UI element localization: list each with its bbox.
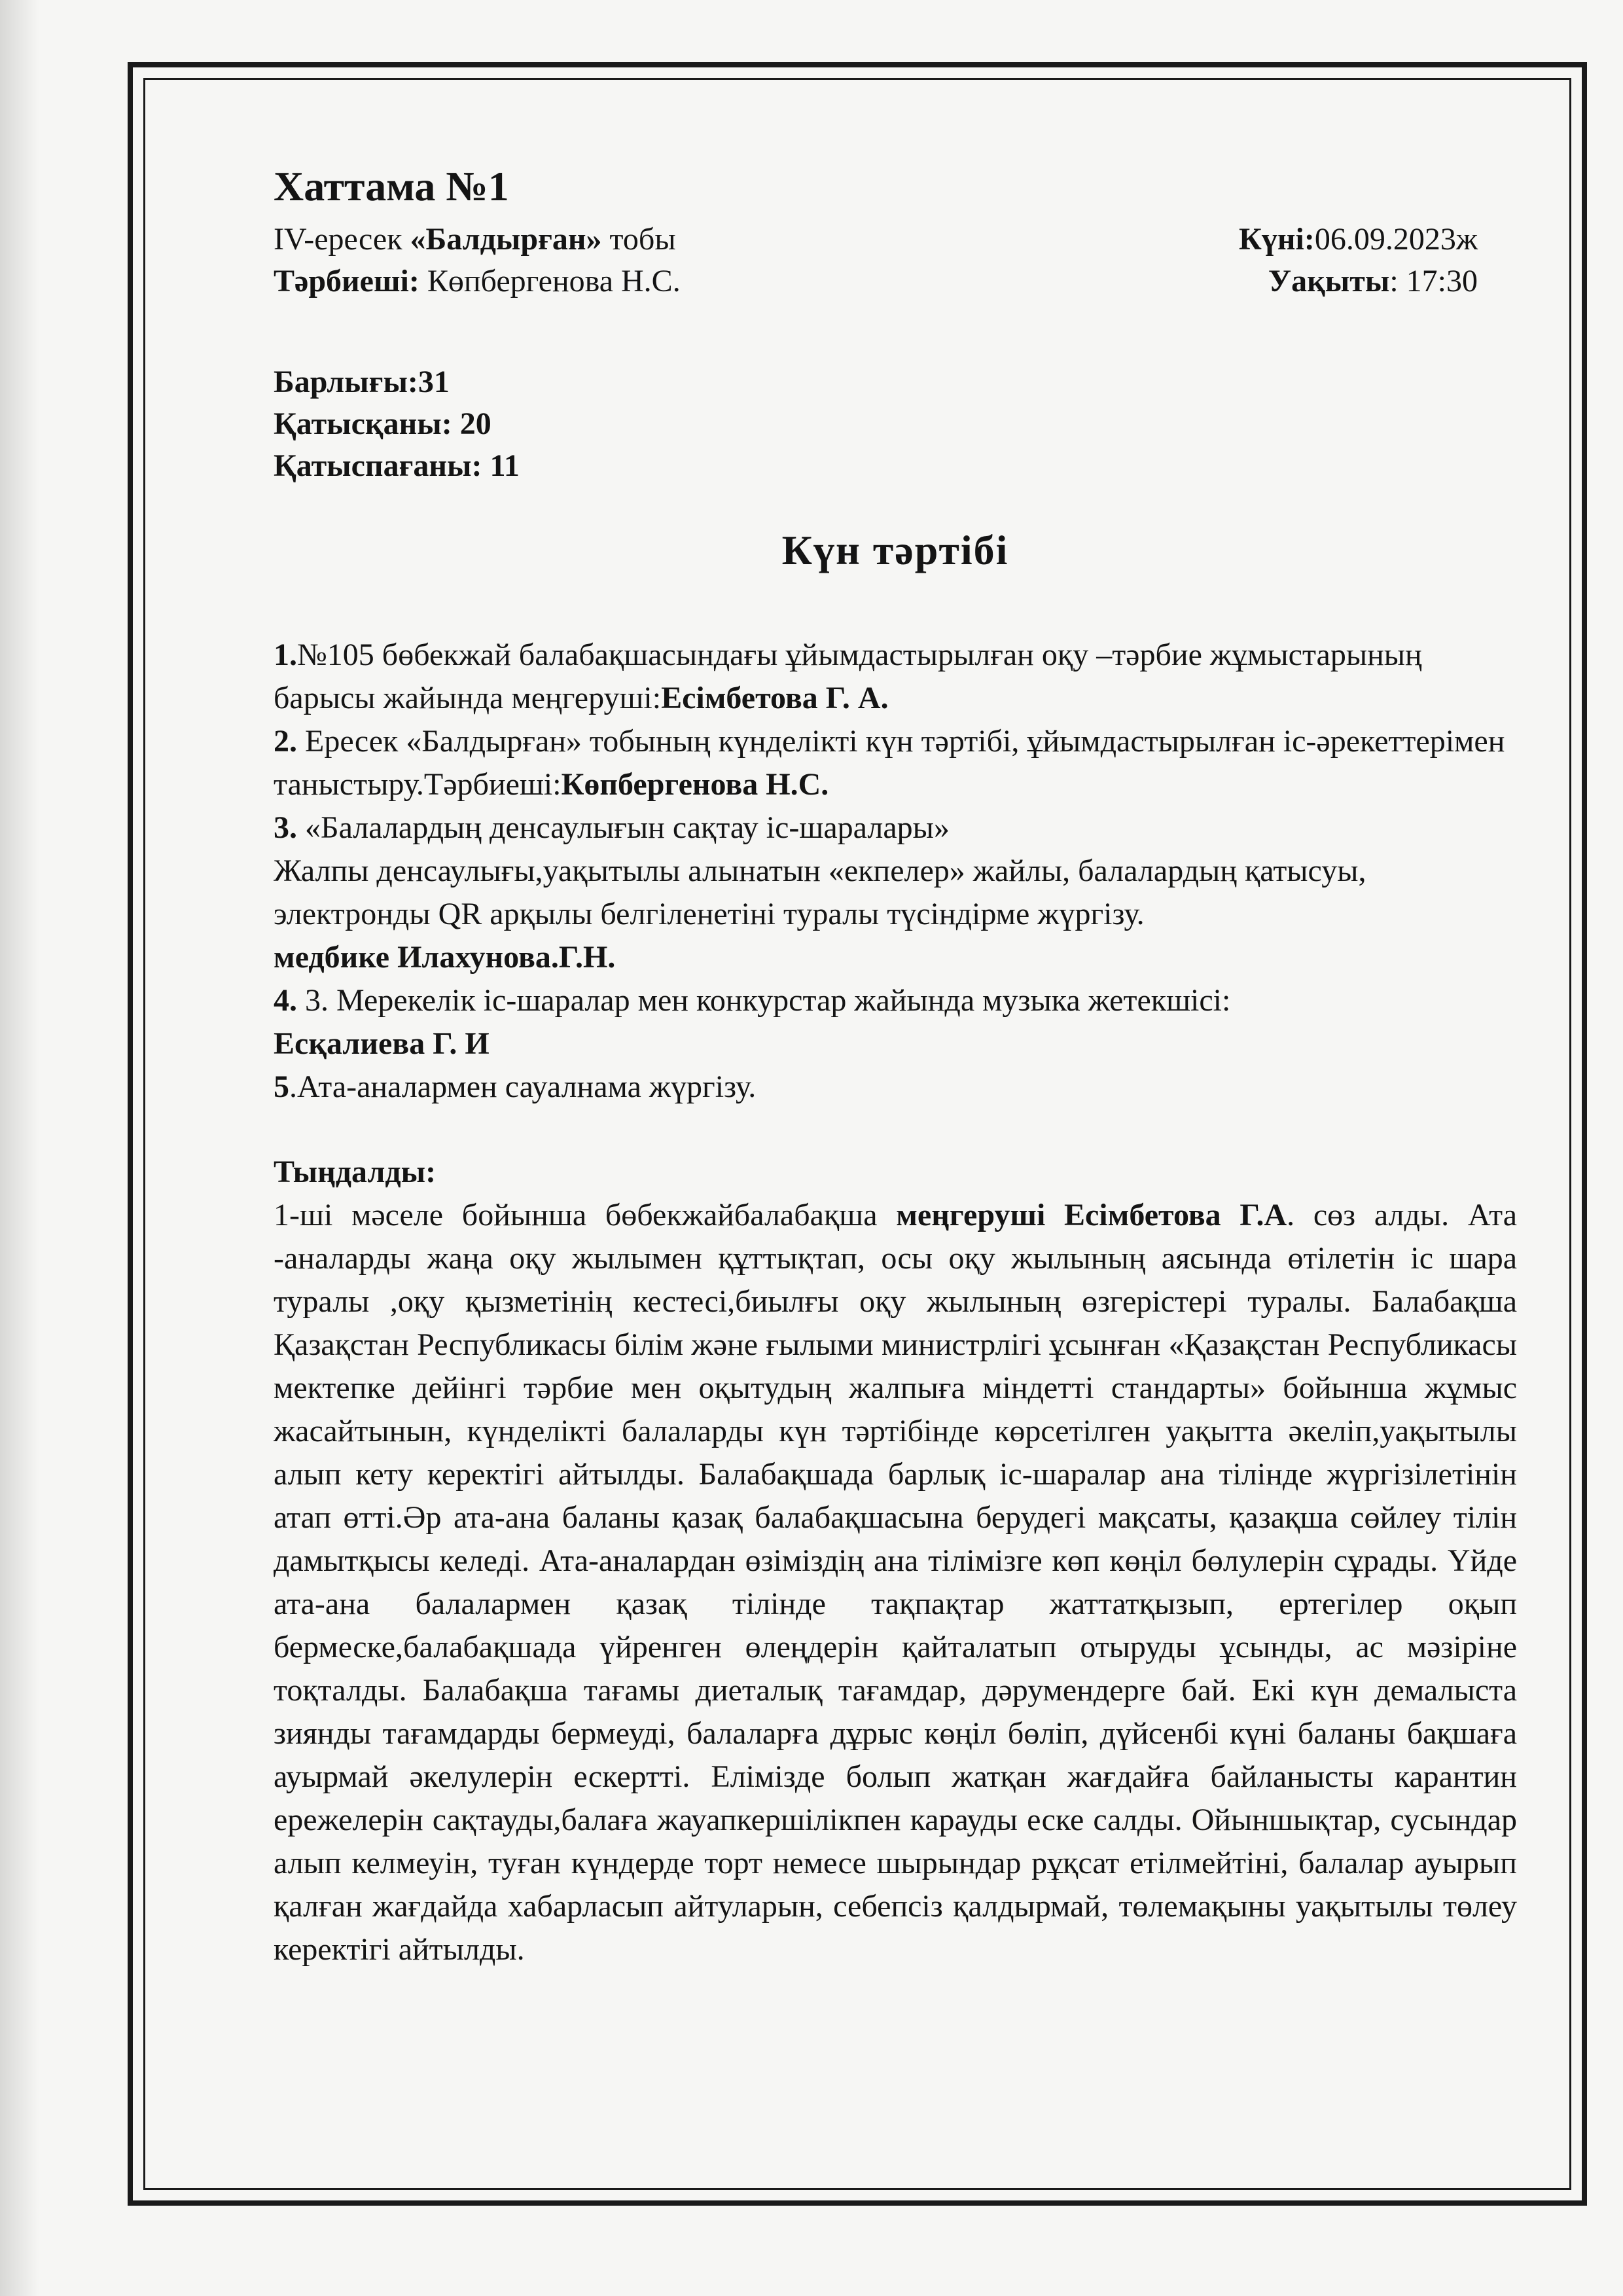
time-info — [1268, 260, 1478, 302]
agenda-item-person-line — [274, 1022, 1517, 1066]
agenda-item-person-line — [274, 936, 1517, 979]
agenda-item-person: Көпбергенова Н.С. — [561, 767, 829, 802]
agenda-item-person: Есқалиева Г. И — [274, 1026, 490, 1062]
time-value: : 17:30 — [1389, 264, 1478, 299]
group-suffix: тобы — [601, 222, 676, 257]
agenda-title: Күн тәртібі — [781, 527, 1009, 574]
agenda-item — [274, 806, 1517, 850]
group-info — [274, 219, 676, 260]
agenda-item-text: №105 бөбекжай балабақшасындағы ұйымдастырылған оқу –тәрбие жұмыстарының барысы жайында меңгеруші: — [274, 637, 1422, 716]
agenda-item-person: Есімбетова Г. А. — [661, 681, 889, 716]
teacher-info — [274, 260, 681, 302]
agenda-item-number: 1. — [274, 637, 297, 673]
protocol-title: Хаттама №1 — [274, 163, 509, 209]
agenda-item — [274, 979, 1517, 1022]
group-prefix: IV-ересек — [274, 222, 410, 257]
agenda-item-text: .Ата-аналармен сауалнама жүргізу. — [289, 1069, 757, 1105]
agenda-item-number: 2. — [274, 724, 297, 759]
agenda-item-text: Жалпы денсаулығы,уақытылы алынатын «екпелер» жайлы, балалардың қатысуы, электронды QR арқылы белгіленетіні туралы түсіндірме жүргізу. — [274, 853, 1366, 932]
heard-intro: 1-ші мәселе бойынша бөбекжайбалабақша — [274, 1198, 897, 1233]
agenda-item-person: медбике Илахунова.Г.Н. — [274, 940, 616, 975]
agenda-item-number: 4. — [274, 983, 297, 1018]
agenda-list — [274, 634, 1517, 1109]
time-label: Уақыты — [1268, 264, 1390, 299]
teacher-name: Көпбергенова Н.С. — [419, 264, 681, 299]
date-label: Күні: — [1239, 222, 1315, 257]
total-count: Барлығы:31 — [274, 365, 450, 400]
present-count: Қатысқаны: 20 — [274, 406, 491, 442]
agenda-item-detail — [274, 850, 1517, 936]
agenda-item-number: 3. — [274, 810, 297, 846]
attendance-counts — [274, 361, 1517, 487]
agenda-item-text: Ересек «Балдырған» тобының күнделікті күн тәртібі, ұйымдастырылған іс-әрекеттерімен таныстыру.Тәрбиеші: — [274, 724, 1505, 802]
agenda-item — [274, 634, 1517, 720]
agenda-item-text: 3. Мерекелік іс-шаралар мен конкурстар жайында музыка жетекшісі: — [297, 983, 1231, 1018]
date-info — [1239, 219, 1478, 260]
document-body — [274, 164, 1517, 1971]
header-row-1 — [274, 219, 1517, 260]
heard-title: Тыңдалды: — [274, 1155, 437, 1190]
scan-shadow — [0, 0, 39, 2296]
agenda-item-number: 5 — [274, 1069, 289, 1105]
absent-count: Қатыспағаны: 11 — [274, 448, 520, 484]
header-row-2 — [274, 260, 1517, 302]
agenda-item — [274, 1066, 1517, 1109]
heard-speaker: меңгеруші Есімбетова Г.А — [896, 1198, 1287, 1233]
heard-body: . сөз алды. Ата -аналарды жаңа оқу жылымен құттықтап, осы оқу жылының аясында өтілетін іс шара туралы ,оқу қызметінің кестесі,биылғы оқу жылының өзгерістері туралы. Балабақша Қазақстан Республикасы білім және ғылыми министрлігі ұсынған «Қазақстан Республикасы мектепке дейінгі тәрбие мен оқытудың жалпыға міндетті стандарты» бойынша жұмыс жасайтынын, күнделікті балаларды күн тәртібінде көрсетілген уақытта әкеліп,уақытылы алып кету керектігі айтылды. Балабақшада барлық іс-шаралар ана тілінде жүргізілетінін атап өтті.Әр ата-ана баланы қазақ балабақшасына берудегі мақсаты, қазақша сөйлеу тілін дамытқысы келеді. Ата-аналардан өзіміздің ана тілімізге көп көңіл бөлулерін сұрады. Үйде ата-ана балалармен қазақ тілінде тақпақтар жаттатқызып, ертегілер оқып бермеске,балабақшада үйренген өлеңдерін қайталатып отыруды ұсынды, ас мәзіріне тоқталды. Балабақша тағамы диеталық тағамдар, дәрумендерге бай. Екі күн демалыста зиянды тағамдарды бермеуді, балаларға дұрыс көңіл бөліп, дүйсенбі күні баланы бақшаға ауырмай әкелулерін ескертті. Елімізде болып жатқан жағдайға байланысты карантин ережелерін сақтауды,балаға жауапкершілікпен карауды еске салды. Ойыншықтар, сусындар алып келмеуін, туған күндерде торт немесе шырындар рұқсат етілмейтіні, балалар ауырып қалған жағдайда хабарласып айтуларын, себепсіз қалдырмай, төлемақыны уақытылы төлеу керектігі айтылды. — [274, 1198, 1518, 1967]
teacher-label: Тәрбиеші: — [274, 264, 419, 299]
agenda-item-text: «Балалардың денсаулығын сақтау іс-шаралары» — [297, 810, 950, 846]
group-name: «Балдырған» — [410, 222, 602, 257]
heard-paragraph — [274, 1194, 1517, 1971]
date-value: 06.09.2023ж — [1314, 222, 1478, 257]
agenda-item — [274, 720, 1517, 806]
